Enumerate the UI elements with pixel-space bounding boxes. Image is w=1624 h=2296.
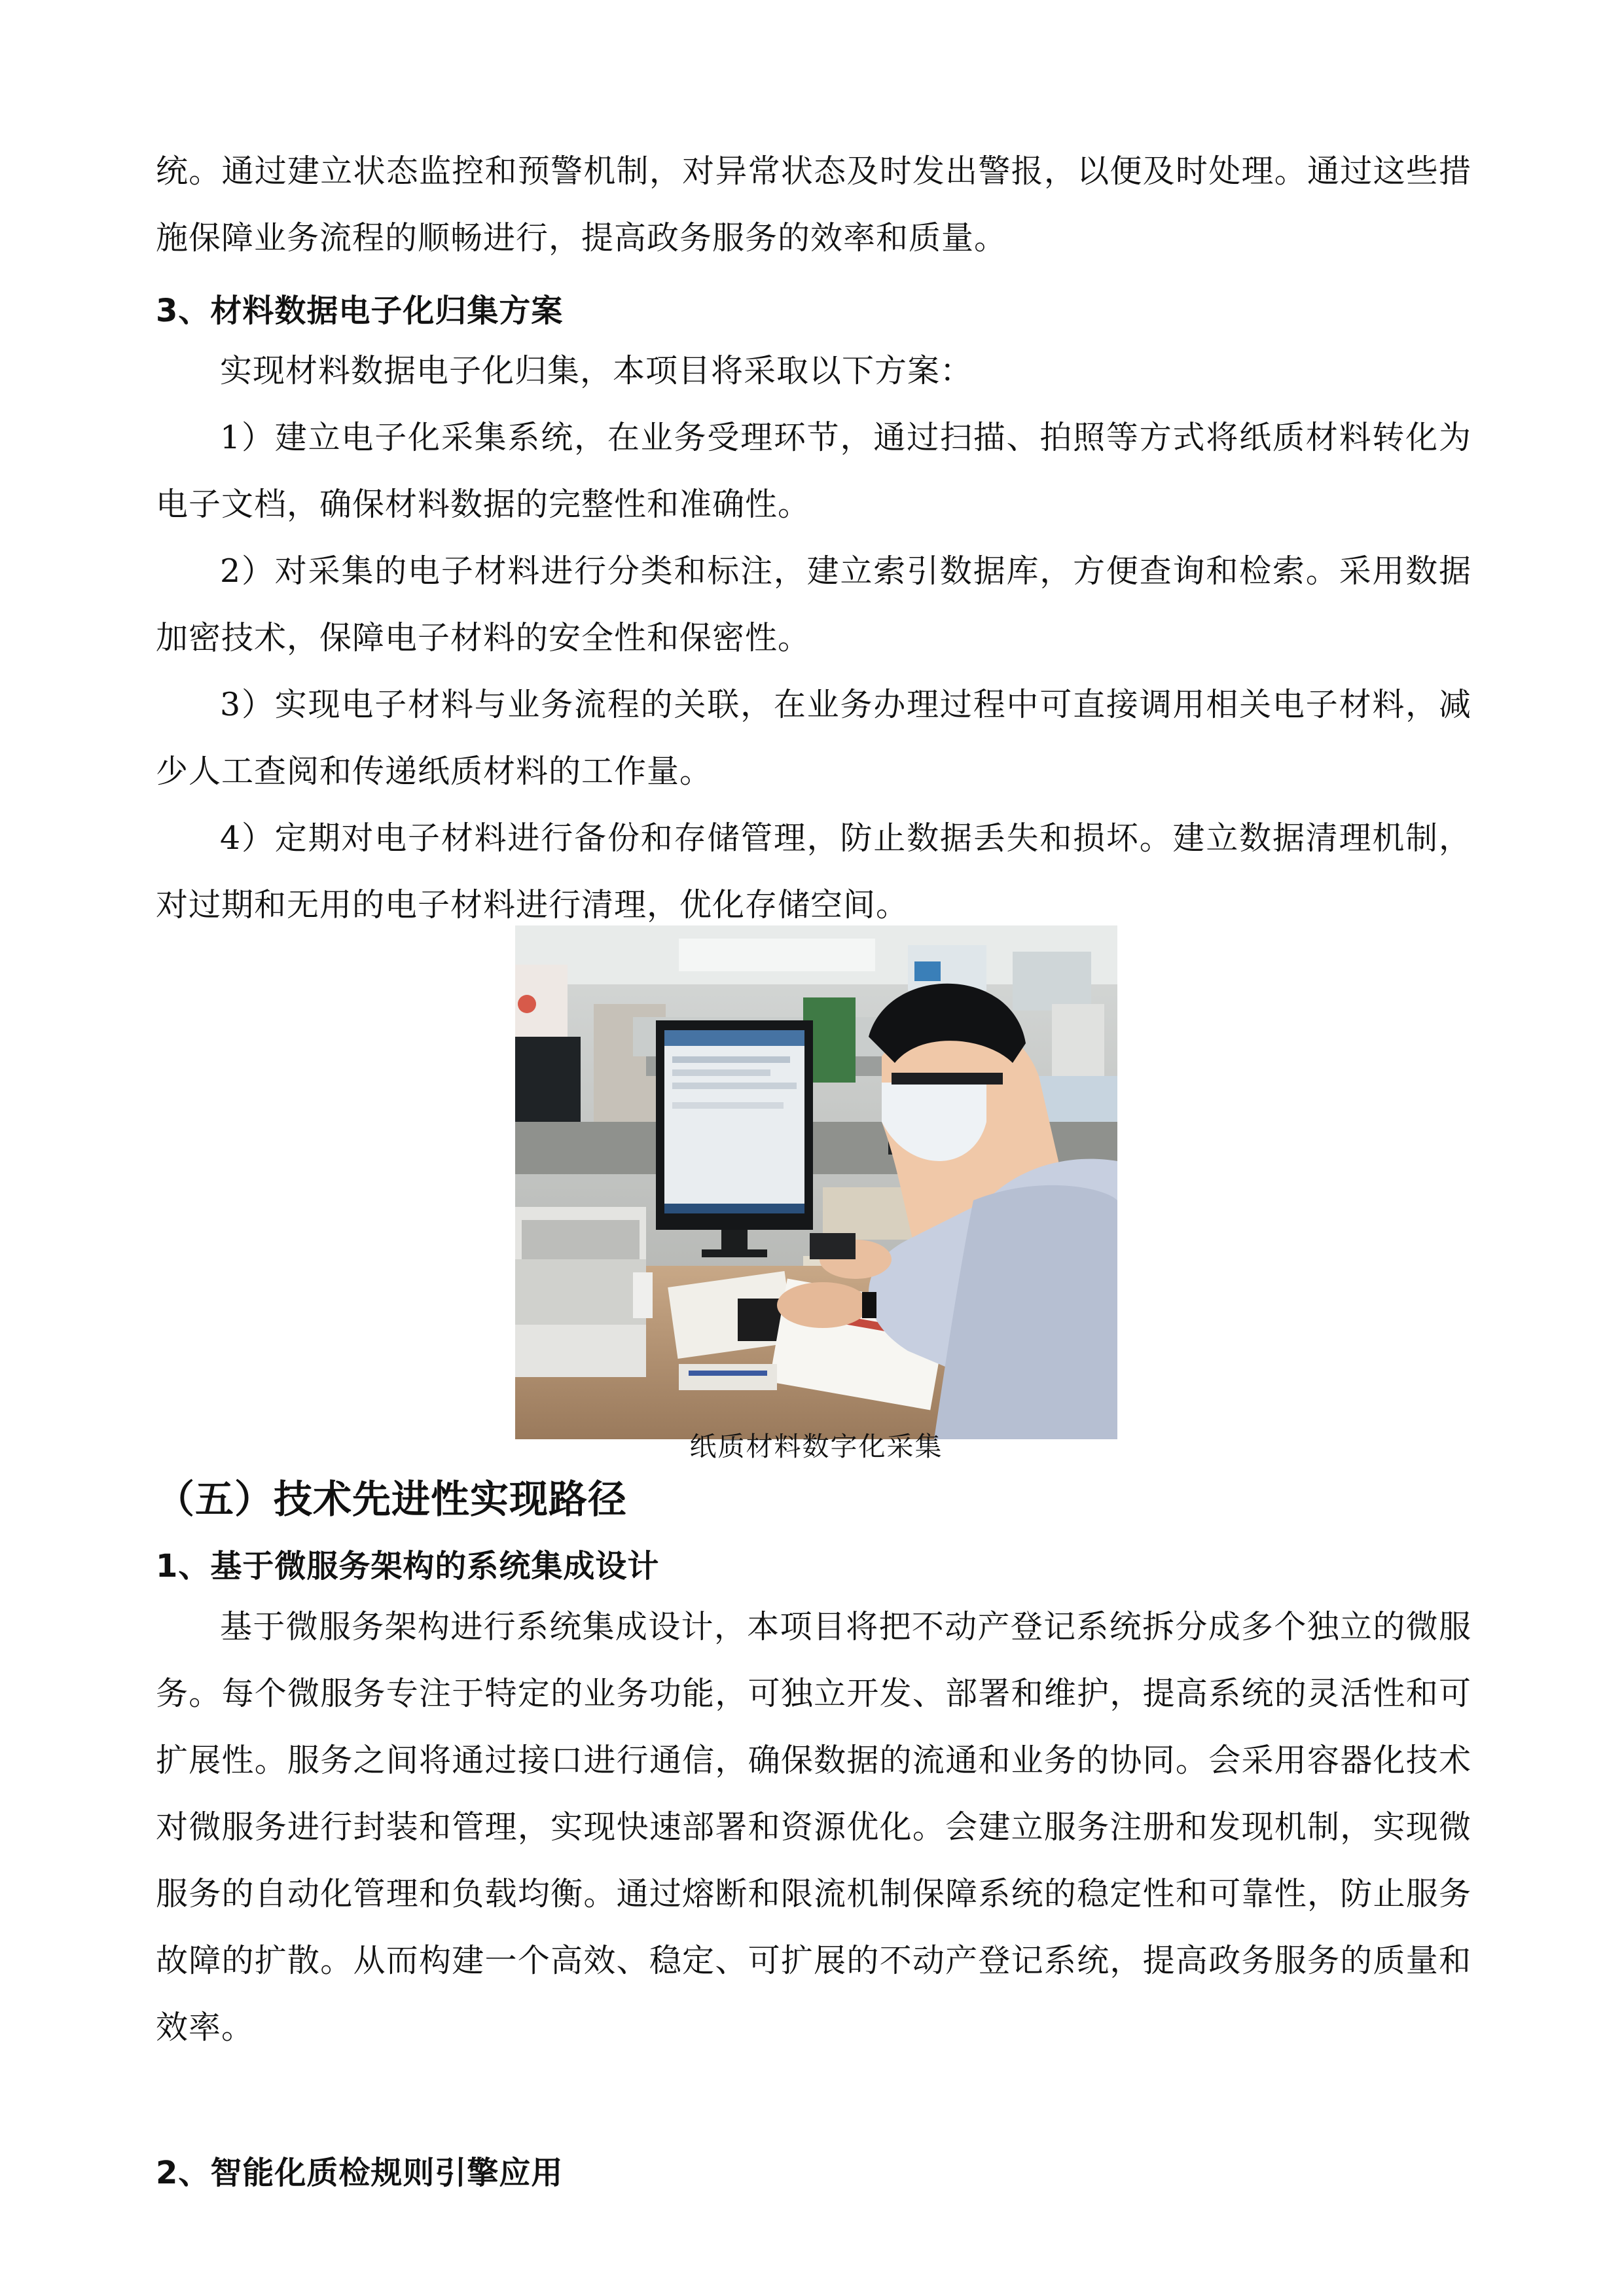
digitization-photo [515,925,1117,1439]
heading-quality-engine: 2、智能化质检规则引擎应用 [156,2155,564,2191]
intro-paragraph: 统。通过建立状态监控和预警机制，对异常状态及时发出警报，以便及时处理。通过这些措施保障业务流程的顺畅进行，提高政务服务的效率和质量。 [156,152,1471,257]
microservice-block [156,1594,1471,2061]
materials-item-2: 2）对采集的电子材料进行分类和标注，建立索引数据库，方便查询和检索。采用数据加密技术，保障电子材料的安全性和保密性。 [156,552,1471,656]
materials-item-3: 3）实现电子材料与业务流程的关联，在业务办理过程中可直接调用相关电子材料，减少人工查阅和传递纸质材料的工作量。 [156,686,1471,790]
heading-materials: 3、材料数据电子化归集方案 [156,293,564,329]
materials-block [156,338,1471,939]
microservice-paragraph: 基于微服务架构进行系统集成设计，本项目将把不动产登记系统拆分成多个独立的微服务。每个微服务专注于特定的业务功能，可独立开发、部署和维护，提高系统的灵活性和可扩展性。服务之间将通过接口进行通信，确保数据的流通和业务的协同。会采用容器化技术对微服务进行封装和管理，实现快速部署和资源优化。会建立服务注册和发现机制，实现微服务的自动化管理和负载均衡。通过熔断和限流机制保障系统的稳定性和可靠性，防止服务故障的扩散。从而构建一个高效、稳定、可扩展的不动产登记系统，提高政务服务的质量和效率。 [156,1608,1471,2046]
heading-microservice: 1、基于微服务架构的系统集成设计 [156,1548,660,1585]
figure-caption: 纸质材料数字化采集 [689,1431,943,1462]
office-scanning-illustration [515,925,1117,1439]
materials-item-1: 1）建立电子化采集系统，在业务受理环节，通过扫描、拍照等方式将纸质材料转化为电子文档，确保材料数据的完整性和准确性。 [156,419,1471,523]
materials-item-4: 4）定期对电子材料进行备份和存储管理，防止数据丢失和损坏。建立数据清理机制，对过期和无用的电子材料进行清理，优化存储空间。 [156,819,1471,924]
intro-paragraph-block [156,138,1471,272]
section-heading-5: （五）技术先进性实现路径 [156,1477,628,1522]
materials-intro-paragraph: 实现材料数据电子化归集，本项目将采取以下方案： [220,352,973,389]
